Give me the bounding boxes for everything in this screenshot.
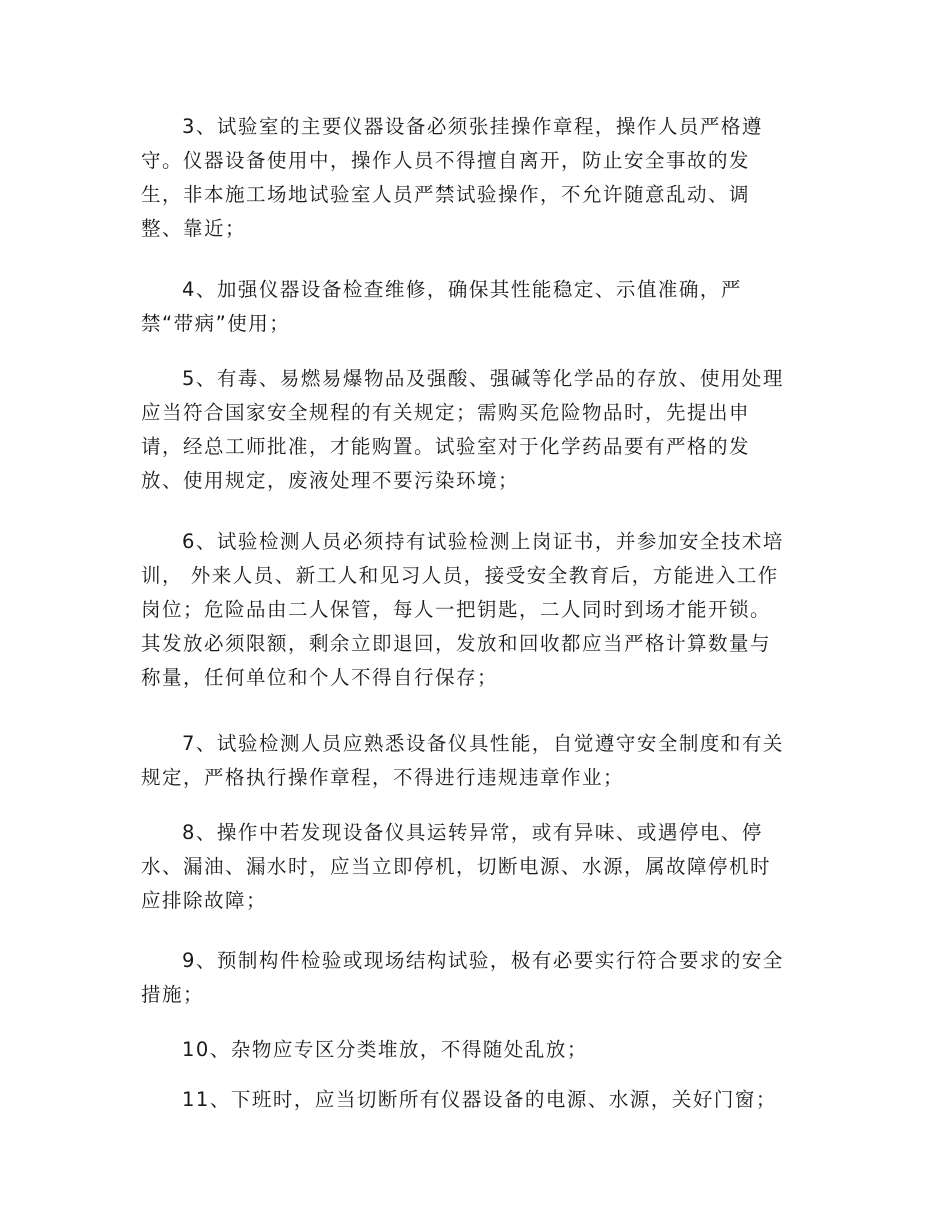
paragraph-rule-9 [141,944,821,1012]
text-line: 4、加强仪器设备检查维修，确保其性能稳定、示值准确，严 [182,278,742,301]
text-line: 规定，严格执行操作章程，不得进行违规违章作业； [141,766,625,789]
text-line: 放、使用规定，废液处理不要污染环境； [141,469,520,492]
paragraph-rule-4 [141,273,821,341]
paragraph-rule-11 [141,1083,821,1117]
text-line: 5、有毒、易燃易爆物品及强酸、强碱等化学品的存放、使用处理 [182,367,784,390]
text-line: 7、试验检测人员应熟悉设备仪具性能，自觉遵守安全制度和有关 [182,732,784,755]
text-line: 8、操作中若发现设备仪具运转异常，或有异味、或遇停电、停 [182,821,763,844]
paragraph-rule-5 [141,362,821,498]
paragraph-rule-7 [141,727,821,795]
text-line: 10、杂物应专区分类堆放，不得随处乱放； [182,1038,588,1061]
text-line: 其发放必须限额，剩余立即退回，发放和回收都应当严格计算数量与 [141,632,772,655]
paragraph-rule-8 [141,816,821,918]
text-line: 11、下班时，应当切断所有仪器设备的电源、水源，关好门窗； [182,1088,777,1111]
paragraph-rule-6 [141,525,821,695]
paragraph-rule-3 [141,110,821,246]
text-line: 请，经总工师批准，才能购置。试验室对于化学药品要有严格的发 [141,435,751,458]
text-line: 6、试验检测人员必须持有试验检测上岗证书，并参加安全技术培 [182,530,784,553]
text-line: 应排除故障； [141,889,268,912]
text-line: 整、靠近； [141,217,247,240]
text-line: 训， 外来人员、新工人和见习人员，接受安全教育后，方能进入工作 [141,564,779,587]
text-line: 3、试验室的主要仪器设备必须张挂操作章程，操作人员严格遵 [182,115,763,138]
text-line: 生，非本施工场地试验室人员严禁试验操作，不允许随意乱动、调 [141,183,751,206]
text-line: 应当符合国家安全规程的有关规定；需购买危险物品时，先提出申 [141,401,751,424]
text-line: 水、漏油、漏水时，应当立即停机，切断电源、水源，属故障停机时 [141,855,772,878]
text-line: 9、预制构件检验或现场结构试验，极有必要实行符合要求的安全 [182,949,784,972]
text-line: 措施； [141,983,205,1006]
paragraph-rule-10 [141,1033,821,1067]
text-line: 守。仪器设备使用中，操作人员不得擅自离开，防止安全事故的发 [141,149,751,172]
text-line: 岗位；危险品由二人保管，每人一把钥匙，二人同时到场才能开锁。 [141,598,772,621]
text-line: 禁“带病”使用； [141,312,291,335]
text-line: 称量，任何单位和个人不得自行保存； [141,666,499,689]
